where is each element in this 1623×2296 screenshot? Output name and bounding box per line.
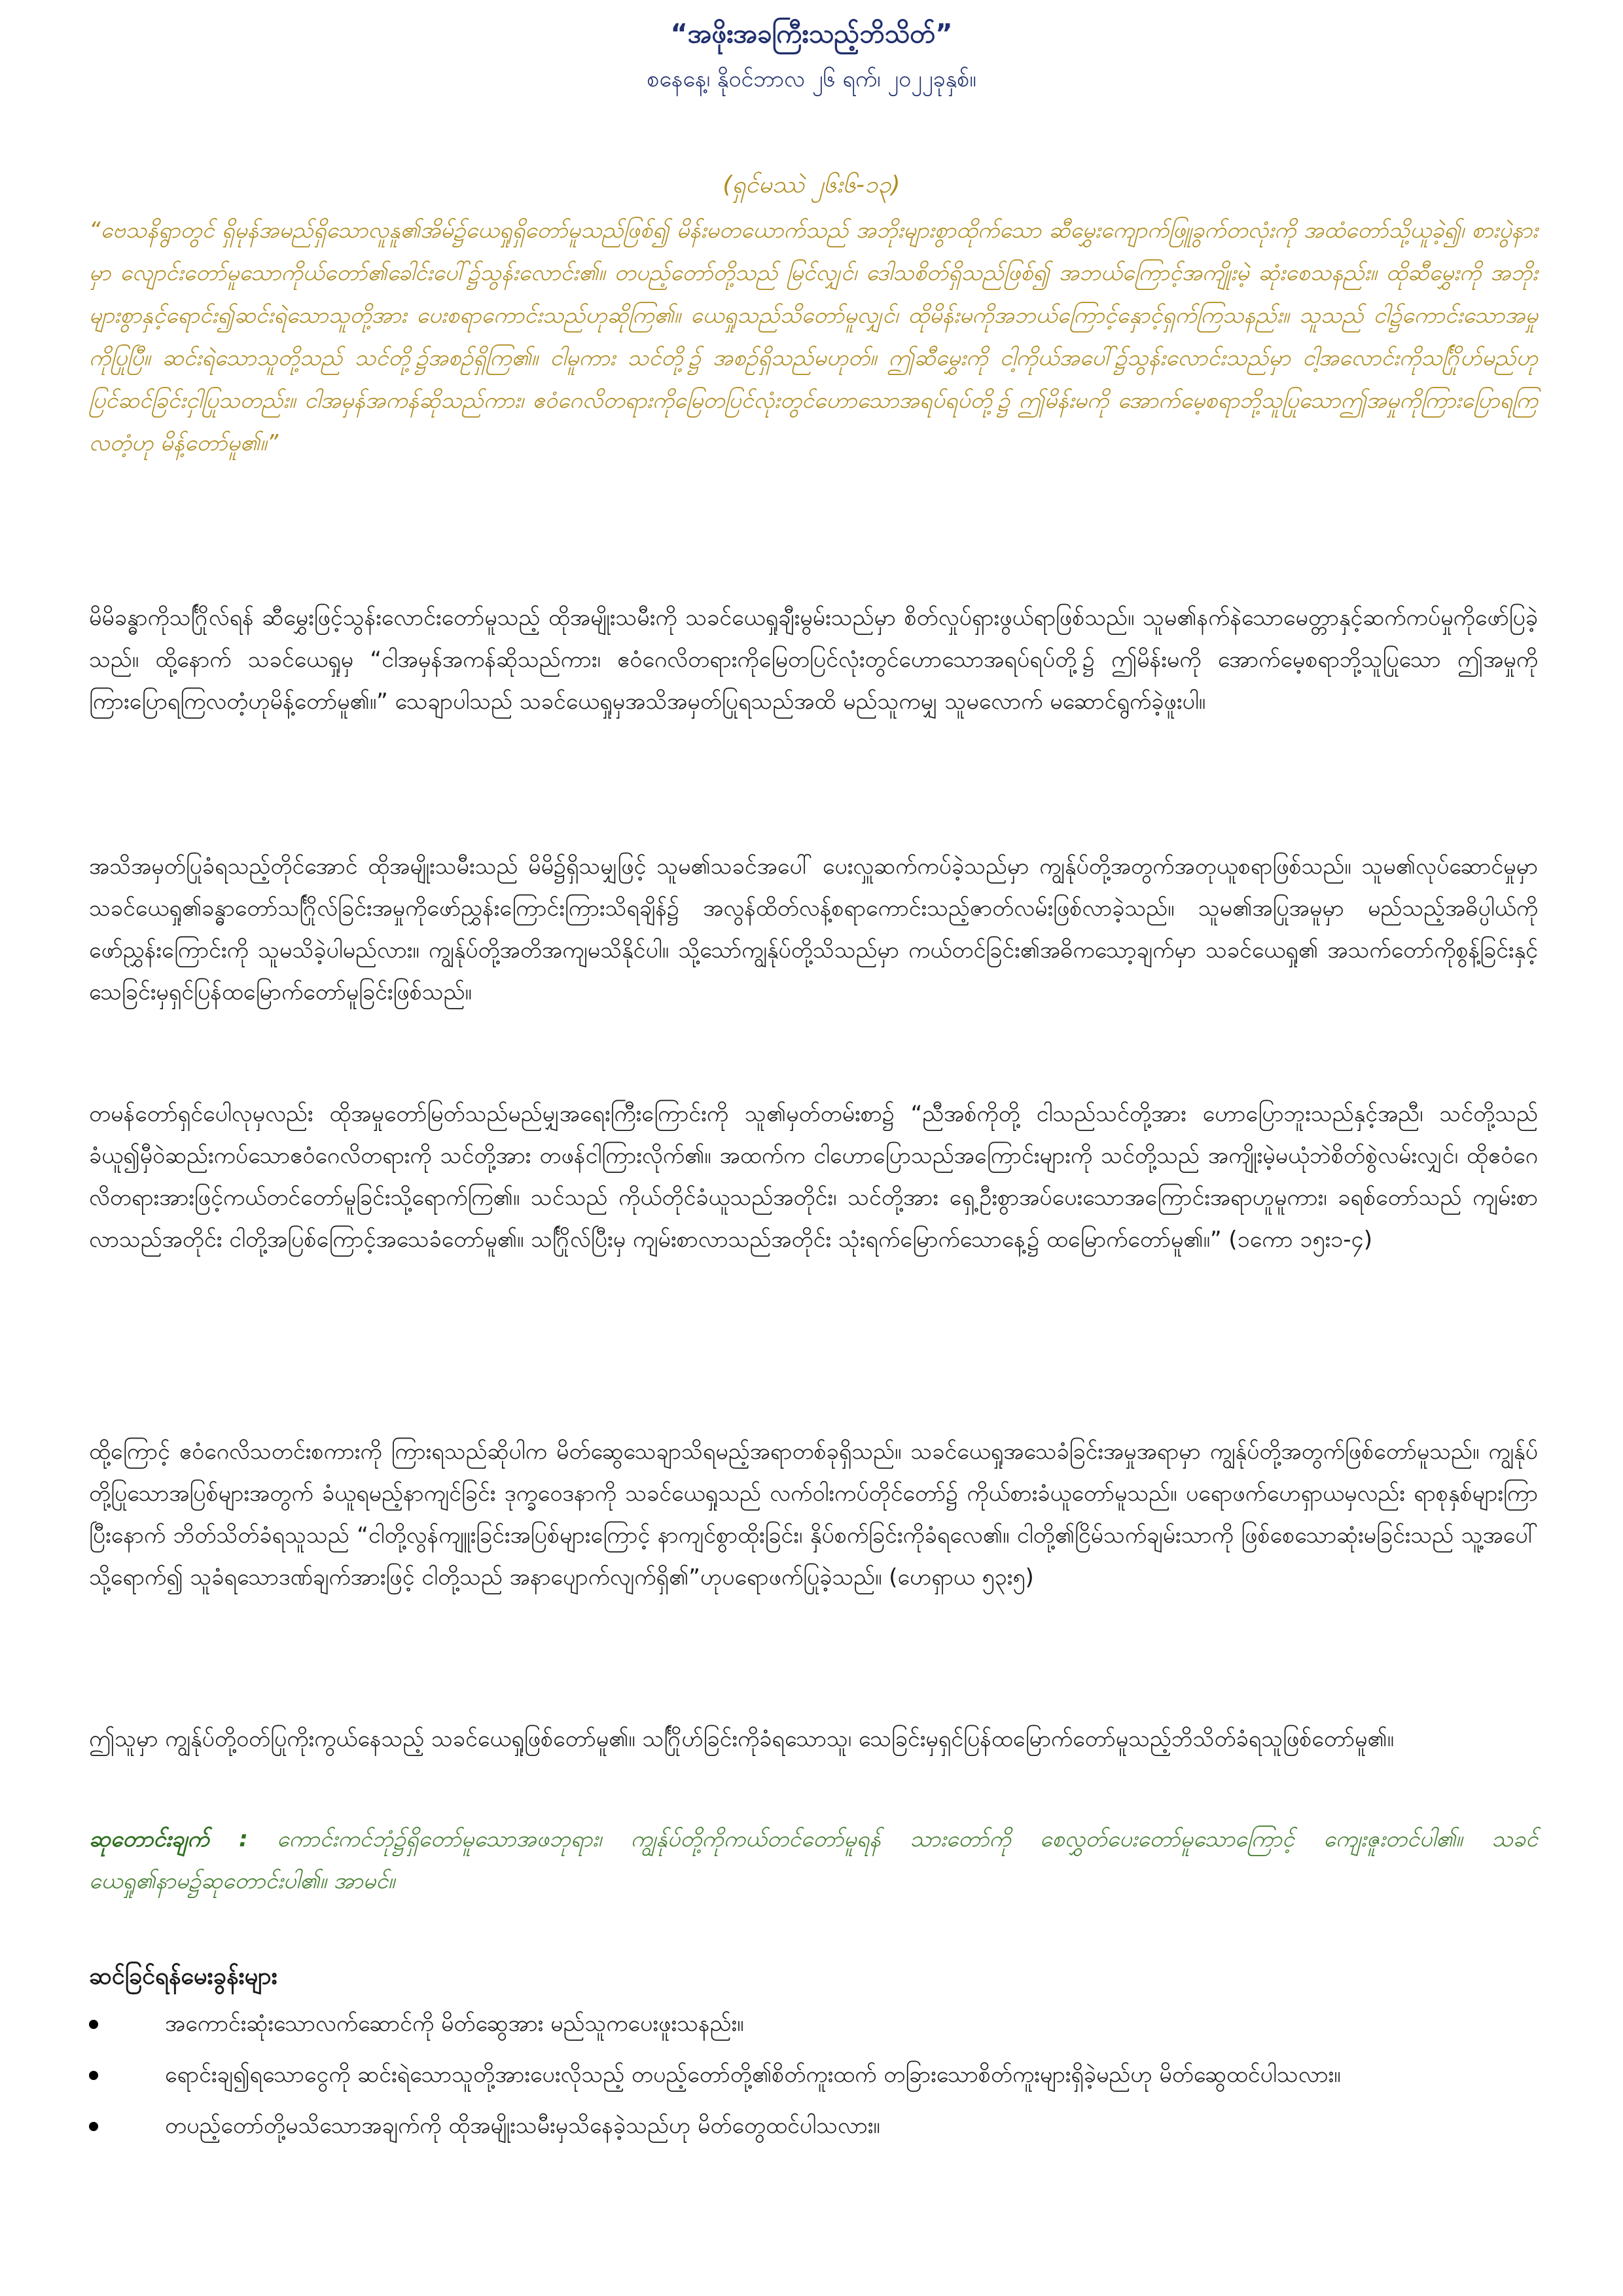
bullet-icon (89, 2122, 98, 2131)
list-item (89, 2105, 1538, 2147)
bullet-icon (89, 2071, 98, 2080)
question-text: တပည့်တော်တို့မသိသောအချက်ကို ထိုအမျိုးသမီးမှသိနေခဲ့သည်ဟု မိတ်တွေထင်ပါသလား။ (165, 2113, 880, 2139)
prayer-section (89, 1818, 1538, 1902)
page-title: “အဖိုးအခကြီးသည့်ဘိသိတ်” (670, 19, 953, 49)
body-paragraph-2: အသိအမှတ်ပြုခံရသည့်တိုင်အောင် ထိုအမျိုးသမီးသည် မိမိ၌ရှိသမျှဖြင့် သူမ၏သခင်အပေါ် ပေးလှူဆက်ကပ်ခဲ့သည်မှာ ကျွန်ုပ်တို့အတွက်အတုယူစရာဖြစ်သည်။ သူမ၏လုပ်ဆောင်မှုမှာ သခင်ယေရှု၏ခန္ဓာတော်သင်္ဂြိုလ်ခြင်းအမှုကိုဖော်ညွှန်းကြောင်းကြားသိရချိန်၌ အလွန်ထိတ်လန့်စရာကောင်းသည့်ဇာတ်လမ်းဖြစ်လာခဲ့သည်။ သူမ၏အပြုအမူမှာ မည်သည့်အဓိပ္ပါယ်ကိုဖော်ညွှန်းကြောင်းကို သူမသိခဲ့ပါမည်လား။ ကျွန်ုပ်တို့အတိအကျမသိနိုင်ပါ။ သို့သော်ကျွန်ုပ်တို့သိသည်မှာ ကယ်တင်ခြင်း၏အဓိကသော့ချက်မှာ သခင်ယေရှု၏ အသက်တော်ကိုစွန့်ခြင်းနှင့်သေခြင်းမှရှင်ပြန်ထမြောက်တော်မူခြင်းဖြစ်သည်။ (89, 853, 1538, 1005)
body-paragraph-5: ဤသူမှာ ကျွန်ုပ်တို့ဝတ်ပြုကိုးကွယ်နေသည့် သခင်ယေရှုဖြစ်တော်မူ၏။ သင်္ဂြိုဟ်ခြင်းကိုခံရသောသူ၊ သေခြင်းမှရှင်ပြန်ထမြောက်တော်မူသည့်ဘိသိတ်ခံရသူဖြစ်တော်မူ၏။ (89, 1726, 1394, 1752)
body-paragraph-1: မိမိခန္ဓာကိုသင်္ဂြိုလ်ရန် ဆီမွှေးဖြင့်သွန်းလောင်းတော်မူသည့် ထိုအမျိုးသမီးကို သခင်ယေရှုချီးမွမ်းသည်မှာ စိတ်လှုပ်ရှားဖွယ်ရာဖြစ်သည်။ သူမ၏နက်နဲသောမေတ္တာနှင့်ဆက်ကပ်မှုကိုဖော်ပြခဲ့သည်။ ထို့နောက် သခင်ယေရှုမှ “ငါအမှန်အကန်ဆိုသည်ကား၊ ဧဝံဂေလိတရားကိုမြေတပြင်လုံးတွင်ဟောသောအရပ်ရပ်တို့၌ ဤမိန်းမကို အောက်မေ့စရာဘို့သူပြုသော ဤအမှုကိုကြားပြောရကြလတံ့ဟုမိန့်တော်မူ၏။” သေချာပါသည် သခင်ယေရှုမှအသိအမှတ်ပြုရသည်အထိ မည်သူကမျှ သူမလောက် မဆောင်ရွက်ခဲ့ဖူးပါ။ (89, 605, 1538, 715)
question-text: ရောင်းချ၍ရသောငွေကို ဆင်းရဲသောသူတို့အားပေးလိုသည့် တပည့်တော်တို့၏စိတ်ကူးထက် တခြားသောစိတ်ကူးများရှိခဲ့မည်ဟု မိတ်ဆွေထင်ပါသလား။ (165, 2062, 1341, 2088)
page-date: စနေနေ့၊ နိုဝင်ဘာလ ၂၆ ရက်၊ ၂၀၂၂ခုနှစ်။ (647, 66, 976, 92)
question-text: အကောင်းဆုံးသောလက်ဆောင်ကို မိတ်ဆွေအား မည်သူကပေးဖူးသနည်း။ (165, 2011, 744, 2037)
bullet-icon (89, 2020, 98, 2029)
body-paragraph-3: တမန်တော်ရှင်ပေါလုမှလည်း ထိုအမှုတော်မြတ်သည်မည်မျှအရေးကြီးကြောင်းကို သူ၏မှတ်တမ်းစာ၌ “ညီအစ်ကိုတို့ ငါသည်သင်တို့အား ဟောပြောဘူးသည်နှင့်အညီ၊ သင်တို့သည် ခံယူ၍မှီဝဲဆည်းကပ်သောဧဝံဂေလိတရားကို သင်တို့အား တဖန်ငါကြားလိုက်၏။ အထက်က ငါဟောပြောသည်အကြောင်းများကို သင်တို့သည် အကျိုးမဲ့မယုံဘဲစိတ်စွဲလမ်းလျှင်၊ ထိုဧဝံဂေလိတရားအားဖြင့်ကယ်တင်တော်မူခြင်းသို့ရောက်ကြ၏။ သင်သည် ကိုယ်တိုင်ခံယူသည်အတိုင်း၊ သင်တို့အား ရှေ့ဦးစွာအပ်ပေးသောအကြောင်းအရာဟူမူကား၊ ခရစ်တော်သည် ကျမ်းစာလာသည်အတိုင်း ငါတို့အပြစ်ကြောင့်အသေခံတော်မူ၏။ သင်္ဂြိုလ်ပြီးမှ ကျမ်းစာလာသည်အတိုင်း သုံးရက်မြောက်သောနေ့၌ ထမြောက်တော်မူ၏။” (၁ကော ၁၅း၁-၄) (89, 1101, 1538, 1253)
list-item (89, 2054, 1538, 2096)
prayer-label: ဆုတောင်းချက် : (89, 1826, 248, 1852)
questions-heading: ဆင်ခြင်ရန်မေးခွန်းများ (89, 1963, 277, 1990)
questions-list (89, 2003, 1538, 2156)
prayer-text: ကောင်းကင်ဘုံ၌ရှိတော်မူသောအဖဘုရား၊ ကျွန်ုပ်တို့ကိုကယ်တင်တော်မူရန် သားတော်ကို စေလွှတ်ပေးတော်မူသောကြောင့် ကျေးဇူးတင်ပါ၏။ သခင်ယေရှု၏နာမ၌ဆုတောင်းပါ၏။ အာမင်။ (89, 1826, 1538, 1894)
scripture-reference: (ရှင်မဿဲ ၂၆း၆-၁၃) (722, 171, 901, 198)
list-item (89, 2003, 1538, 2045)
scripture-quote: “ဗေသနိရွာတွင် ရှိမုန်အမည်ရှိသောလူနူ၏အိမ်၌ယေရှုရှိတော်မူသည်ဖြစ်၍ မိန်းမတယောက်သည် အဘိုးများစွာထိုက်သော ဆီမွှေးကျောက်ဖြူခွက်တလုံးကို အထံတော်သို့ယူခဲ့၍၊ စားပွဲနားမှာ လျောင်းတော်မူသောကိုယ်တော်၏ခေါင်းပေါ်၌သွန်းလောင်း၏။ တပည့်တော်တို့သည် မြင်လျှင်၊ ဒေါသစိတ်ရှိသည်ဖြစ်၍ အဘယ်ကြောင့်အကျိုးမဲ့ ဆုံးစေသနည်း။ ထိုဆီမွှေးကို အဘိုးများစွာနှင့်ရောင်း၍ဆင်းရဲသောသူတို့အား ပေးစရာကောင်းသည်ဟုဆိုကြ၏။ ယေရှုသည်သိတော်မူလျှင်၊ ထိုမိန်းမကိုအဘယ်ကြောင့်နှောင့်ရှက်ကြသနည်း။ သူသည် ငါ၌ကောင်းသောအမှုကိုပြုပြီ။ ဆင်းရဲသောသူတို့သည် သင်တို့၌အစဉ်ရှိကြ၏။ ငါမူကား သင်တို့၌ အစဉ်ရှိသည်မဟုတ်။ ဤဆီမွှေးကို ငါ့ကိုယ်အပေါ်၌သွန်းလောင်းသည်မှာ ငါ့အလောင်းကိုသင်္ဂြိုဟ်မည်ဟုပြင်ဆင်ခြင်းငှါပြုသတည်း။ ငါအမှန်အကန်ဆိုသည်ကား၊ ဧဝံဂေလိတရားကိုမြေတပြင်လုံးတွင်ဟောသောအရပ်ရပ်တို့၌ ဤမိန်းမကို အောက်မေ့စရာဘို့သူပြုသောဤအမှုကိုကြားပြောရကြလတံ့ဟု မိန့်တော်မူ၏။” (89, 217, 1538, 456)
body-paragraph-4: ထို့ကြောင့် ဧဝံဂေလိသတင်းစကားကို ကြားရသည်ဆိုပါက မိတ်ဆွေသေချာသိရမည့်အရာတစ်ခုရှိသည်။ သခင်ယေရှုအသေခံခြင်းအမှုအရာမှာ ကျွန်ုပ်တို့အတွက်ဖြစ်တော်မူသည်။ ကျွန်ုပ်တို့ပြုသောအပြစ်များအတွက် ခံယူရမည့်နာကျင်ခြင်း ဒုက္ခဝေဒနာကို သခင်ယေရှုသည် လက်ဝါးကပ်တိုင်တော်၌ ကိုယ်စားခံယူတော်မူသည်။ ပရောဖက်ဟေရှာယမှလည်း ရာစုနှစ်များကြာပြီးနောက် ဘိတ်သိတ်ခံရသူသည် “ငါတို့လွန်ကျူးခြင်းအပြစ်များကြောင့် နာကျင်စွာထိုးခြင်း၊ နှိပ်စက်ခြင်းကိုခံရလေ၏။ ငါတို့၏ငြိမ်သက်ချမ်းသာကို ဖြစ်စေသောဆုံးမခြင်းသည် သူ့အပေါ်သို့ရောက်၍ သူခံရသောဒဏ်ချက်အားဖြင့် ငါတို့သည် အနာပျောက်လျက်ရှိ၏”ဟုပရောဖက်ပြုခဲ့သည်။ (ဟေရှာယ ၅၃း၅) (89, 1439, 1538, 1590)
